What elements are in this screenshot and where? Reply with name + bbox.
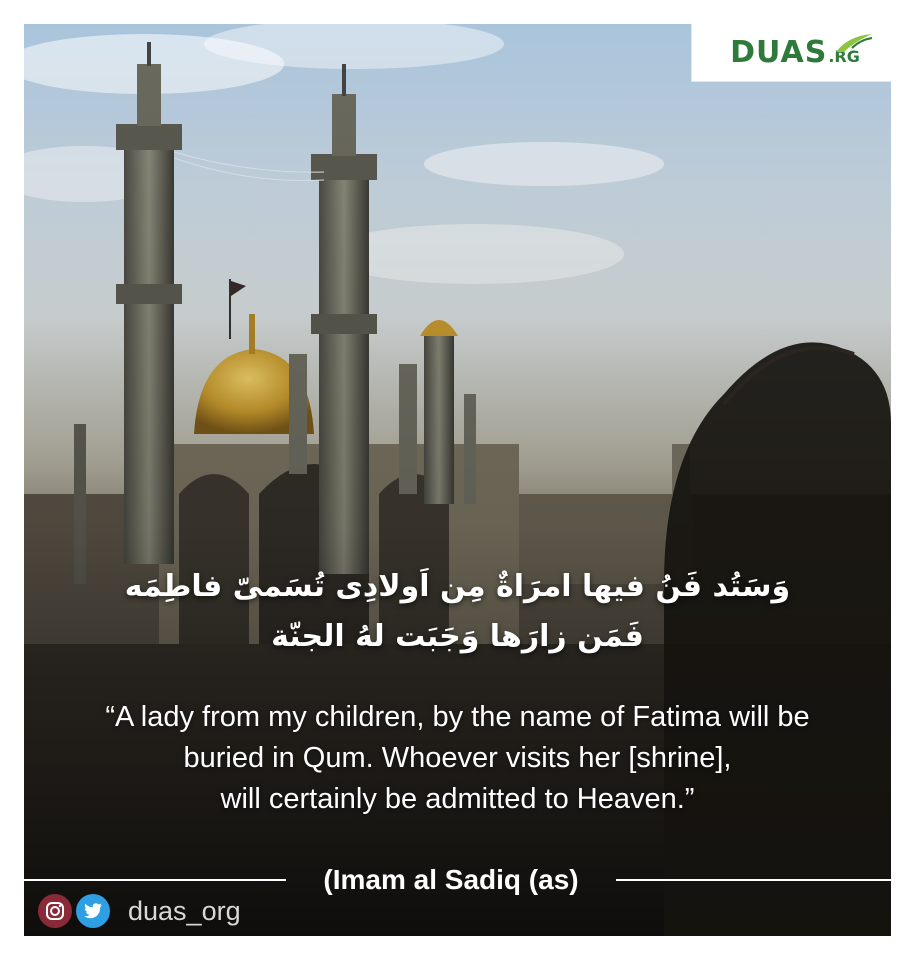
- duas-logo[interactable]: [691, 24, 891, 82]
- arabic-line-2: فَمَن زارَها وَجَبَت لهُ الجنّة: [271, 619, 644, 654]
- social-handle[interactable]: duas_org: [128, 895, 241, 926]
- divider-left: [24, 879, 286, 881]
- divider-right: [616, 879, 891, 881]
- quote-overlay: [24, 24, 891, 936]
- translation-line-3: will certainly be admitted to Heaven.”: [220, 783, 695, 815]
- logo-wordmark: DUAS: [730, 35, 828, 70]
- poster-frame: [24, 24, 891, 936]
- attribution-text: (Imam al Sadiq (as): [323, 864, 579, 895]
- twitter-icon[interactable]: [76, 894, 110, 928]
- translation-line-1: “A lady from my children, by the name of Fatima will be: [105, 701, 810, 733]
- logo-swoosh-icon: [834, 32, 874, 54]
- arabic-line-1: وَسَتُد فَنُ فيها امرَاةٌ مِن اَولادِى تُسَمىّ فاطِمَه: [124, 569, 791, 604]
- english-translation: [44, 697, 871, 820]
- social-handle-row: [38, 893, 241, 929]
- translation-line-2: buried in Qum. Whoever visits her [shrine],: [183, 742, 732, 774]
- logo-suffix: .RG: [828, 47, 860, 66]
- instagram-icon[interactable]: [38, 894, 72, 928]
